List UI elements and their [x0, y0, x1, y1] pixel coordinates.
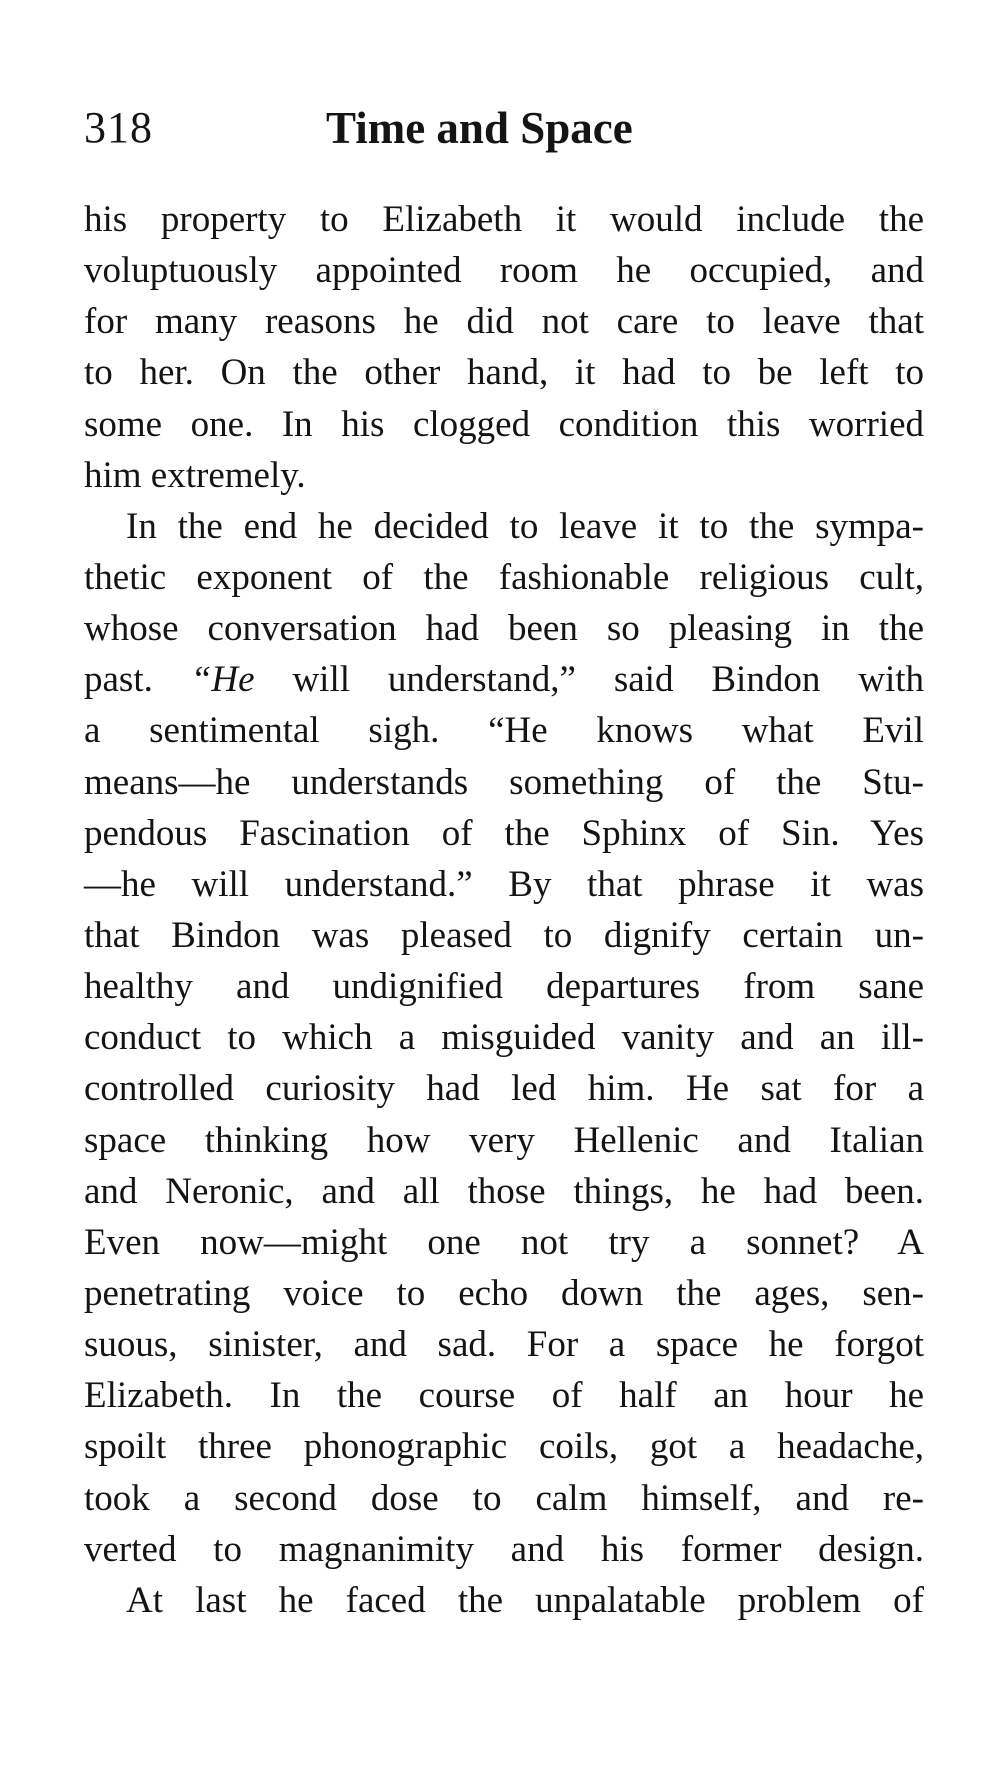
text-line: healthy and undignified departures from sane	[84, 966, 924, 1008]
text-line: to her. On the other hand, it had to be left to	[84, 352, 924, 394]
text-line: a sentimental sigh. “He knows what Evil	[84, 710, 924, 752]
text-line: took a second dose to calm himself, and re-	[84, 1477, 924, 1519]
page-number: 318	[84, 103, 153, 152]
text-line: verted to magnanimity and his former design.	[84, 1528, 924, 1570]
text-line: —he will understand.” By that phrase it was	[84, 863, 924, 905]
running-title: Time and Space	[326, 103, 633, 153]
text-line: Even now—might one not try a sonnet? A	[84, 1221, 924, 1263]
text-line: In the end he decided to leave it to the sympa-	[126, 505, 924, 547]
text-line: some one. In his clogged condition this worried	[84, 403, 924, 445]
text-line: and Neronic, and all those things, he had been.	[84, 1170, 924, 1212]
text-line: thetic exponent of the fashionable religious cult,	[84, 556, 924, 598]
text-line: that Bindon was pleased to dignify certain un-	[84, 914, 924, 956]
text-line: penetrating voice to echo down the ages, sen-	[84, 1272, 924, 1314]
text-line: his property to Elizabeth it would include the	[84, 199, 924, 240]
text-line: for many reasons he did not care to leave that	[84, 301, 924, 343]
text-line: conduct to which a misguided vanity and an ill-	[84, 1017, 924, 1059]
text-line: controlled curiosity had led him. He sat for a	[84, 1068, 924, 1110]
body-text	[84, 194, 924, 1626]
text-line: whose conversation had been so pleasing in the	[84, 608, 924, 650]
text-fragment: will understand,” said Bindon with	[292, 659, 925, 701]
italic-word: “He	[190, 659, 255, 701]
text-line: spoilt three phonographic coils, got a headache,	[84, 1426, 924, 1468]
page-header	[84, 98, 924, 158]
text-line: him extremely.	[84, 454, 306, 496]
text-line: suous, sinister, and sad. For a space he forgot	[84, 1324, 924, 1366]
text-line: Elizabeth. In the course of half an hour he	[84, 1375, 924, 1417]
text-line: means—he understands something of the Stu-	[84, 761, 924, 803]
text-line: space thinking how very Hellenic and Italian	[84, 1119, 924, 1161]
text-line: pendous Fascination of the Sphinx of Sin. Yes	[84, 812, 924, 854]
text-fragment: past.	[84, 659, 153, 701]
text-line: At last he faced the unpalatable problem of	[126, 1579, 924, 1621]
text-line	[84, 654, 924, 705]
text-line: voluptuously appointed room he occupied, and	[84, 250, 924, 292]
